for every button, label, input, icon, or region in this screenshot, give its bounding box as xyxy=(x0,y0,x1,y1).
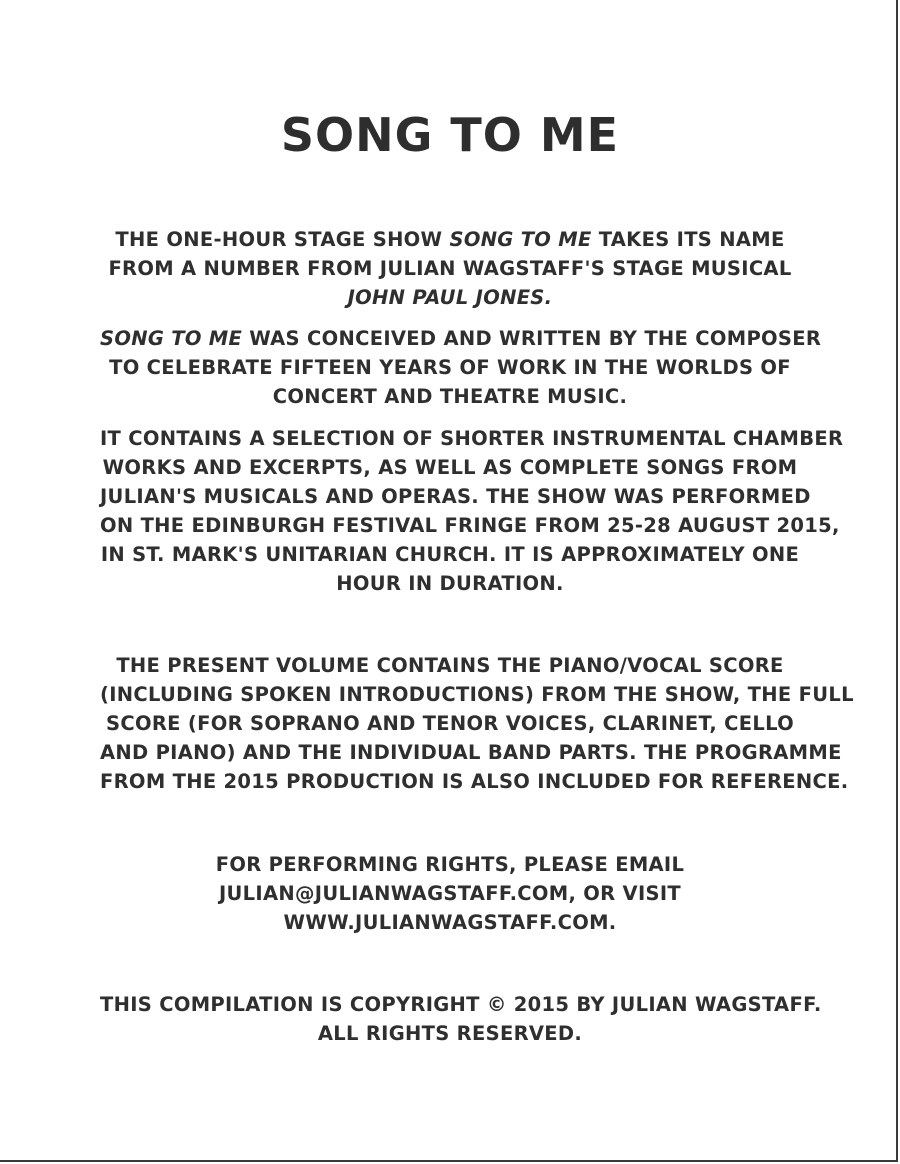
copyright-line: ALL RIGHTS RESERVED. xyxy=(317,1022,583,1045)
contents-line: JULIAN'S MUSICALS AND OPERAS. THE SHOW WAS PERFORMED xyxy=(100,485,811,508)
rights-line: FOR PERFORMING RIGHTS, PLEASE EMAIL xyxy=(215,853,685,876)
volume-line: THE PRESENT VOLUME CONTAINS THE PIANO/VOCAL SCORE xyxy=(116,654,784,677)
contents-line: ON THE EDINBURGH FESTIVAL FRINGE FROM 25-28 AUGUST 2015, xyxy=(100,514,840,537)
intro-line-2: FROM A NUMBER FROM JULIAN WAGSTAFF'S STAGE MUSICAL xyxy=(108,257,792,280)
rights-website: WWW.JULIANWAGSTAFF.COM. xyxy=(283,911,617,934)
volume-line: AND PIANO) AND THE INDIVIDUAL BAND PARTS. THE PROGRAMME xyxy=(100,741,842,764)
show-title-italic: SONG TO ME xyxy=(449,228,592,251)
contents-line: IT CONTAINS A SELECTION OF SHORTER INSTRUMENTAL CHAMBER xyxy=(100,427,844,450)
musical-title-italic: JOHN PAUL JONES. xyxy=(347,286,553,309)
conceived-line-3: CONCERT AND THEATRE MUSIC. xyxy=(272,385,628,408)
volume-paragraph xyxy=(100,651,854,796)
contents-line: WORKS AND EXCERPTS, AS WELL AS COMPLETE SONGS FROM xyxy=(102,456,798,479)
conceived-line-1: SONG TO ME WAS CONCEIVED AND WRITTEN BY THE COMPOSER xyxy=(100,327,822,350)
copyright-paragraph xyxy=(100,990,822,1048)
rights-paragraph xyxy=(100,850,800,937)
copyright-line: THIS COMPILATION IS COPYRIGHT © 2015 BY JULIAN WAGSTAFF. xyxy=(100,993,822,1016)
rights-email: JULIAN@JULIANWAGSTAFF.COM, OR VISIT xyxy=(218,882,682,905)
volume-line: (INCLUDING SPOKEN INTRODUCTIONS) FROM THE SHOW, THE FULL xyxy=(100,683,854,706)
intro-line-1: THE ONE-HOUR STAGE SHOW SONG TO ME TAKES ITS NAME xyxy=(115,228,785,251)
conceived-line-2: TO CELEBRATE FIFTEEN YEARS OF WORK IN THE WORLDS OF xyxy=(109,356,791,379)
contents-line: IN ST. MARK'S UNITARIAN CHURCH. IT IS APPROXIMATELY ONE xyxy=(100,543,800,566)
page-title: SONG TO ME xyxy=(280,108,620,162)
intro-paragraph xyxy=(100,225,800,312)
conceived-paragraph xyxy=(100,324,822,411)
contents-line: HOUR IN DURATION. xyxy=(336,572,564,595)
volume-line: SCORE (FOR SOPRANO AND TENOR VOICES, CLARINET, CELLO xyxy=(106,712,794,735)
contents-paragraph xyxy=(100,424,844,598)
show-title-italic-2: SONG TO ME xyxy=(100,327,243,350)
volume-line: FROM THE 2015 PRODUCTION IS ALSO INCLUDED FOR REFERENCE. xyxy=(100,770,849,793)
intro-line-3 xyxy=(100,283,800,312)
